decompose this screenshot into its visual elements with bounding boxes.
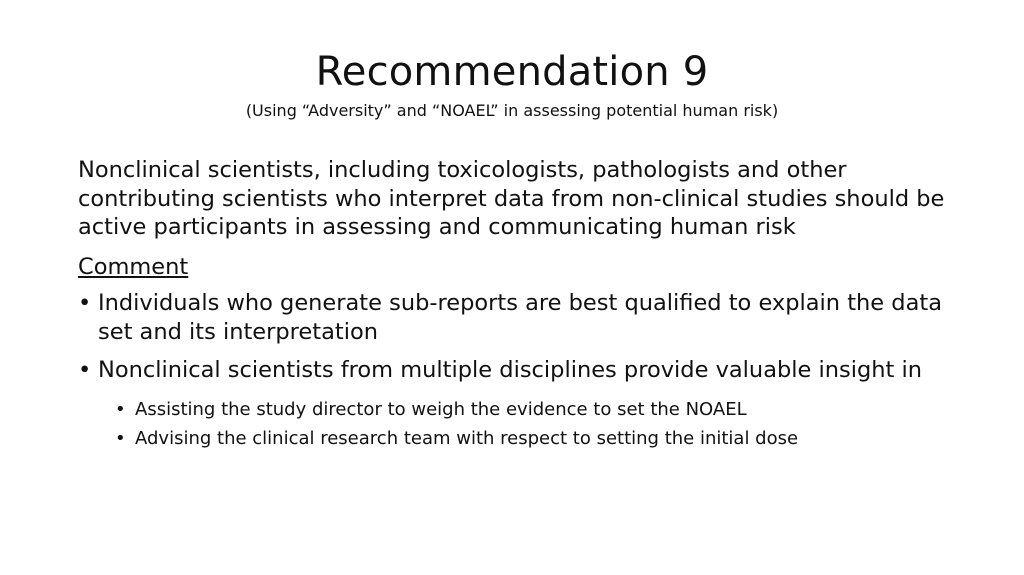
bullet-item	[78, 289, 958, 346]
bullet-icon: •	[115, 398, 126, 420]
slide-subtitle: (Using “Adversity” and “NOAEL” in assessing potential human risk)	[245, 101, 779, 120]
lead-paragraph: Nonclinical scientists, including toxicologists, pathologists and other contributing scientists who interpret data from non-clinical studies should be active participants in assessing and communicating human risk	[78, 157, 945, 240]
sub-bullet-item	[78, 424, 958, 453]
bullet-text: Individuals who generate sub-reports are best qualified to explain the data set and its interpretation	[98, 290, 942, 345]
bullet-list	[78, 289, 958, 385]
slide-title: Recommendation 9	[315, 49, 709, 95]
sub-bullet-text: Assisting the study director to weigh the evidence to set the NOAEL	[135, 398, 747, 420]
comment-heading: Comment	[78, 253, 189, 280]
bullet-icon: •	[78, 290, 92, 316]
sub-bullet-text: Advising the clinical research team with respect to setting the initial dose	[135, 427, 799, 449]
sub-bullet-list	[78, 395, 958, 453]
bullet-icon: •	[78, 357, 92, 383]
sub-bullet-item	[78, 395, 958, 424]
slide-body	[78, 156, 958, 453]
bullet-icon: •	[115, 427, 126, 449]
bullet-text: Nonclinical scientists from multiple disciplines provide valuable insight in	[98, 357, 923, 383]
bullet-item	[78, 356, 958, 385]
